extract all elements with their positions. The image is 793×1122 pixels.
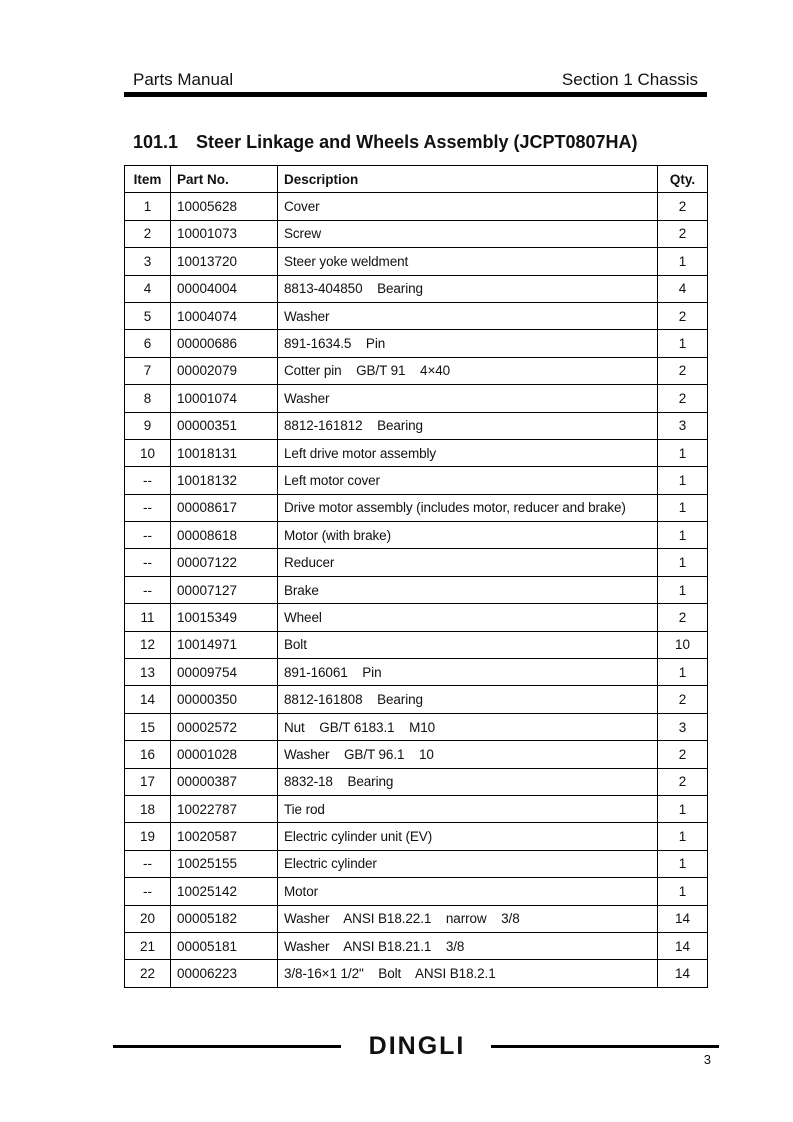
cell-part-no: 10004074 (171, 302, 278, 329)
cell-qty: 14 (658, 960, 708, 987)
cell-part-no: 10022787 (171, 795, 278, 822)
cell-description: Tie rod (278, 795, 658, 822)
cell-qty: 2 (658, 357, 708, 384)
table-row (125, 686, 708, 713)
cell-qty: 2 (658, 385, 708, 412)
cell-qty: 3 (658, 713, 708, 740)
cell-part-no: 10018132 (171, 467, 278, 494)
cell-part-no: 00004004 (171, 275, 278, 302)
cell-description: Motor (278, 878, 658, 905)
cell-item: 20 (125, 905, 171, 932)
cell-part-no: 00008618 (171, 522, 278, 549)
cell-description: Wheel (278, 604, 658, 631)
table-row (125, 795, 708, 822)
table-row (125, 439, 708, 466)
cell-item: -- (125, 467, 171, 494)
cell-item: 8 (125, 385, 171, 412)
running-header-title: Parts Manual (133, 70, 234, 89)
cell-qty: 2 (658, 302, 708, 329)
table-row (125, 385, 708, 412)
cell-description: Electric cylinder (278, 850, 658, 877)
table-row (125, 823, 708, 850)
cell-item: -- (125, 850, 171, 877)
cell-part-no: 00002079 (171, 357, 278, 384)
table-row (125, 905, 708, 932)
cell-part-no: 10018131 (171, 439, 278, 466)
table-row (125, 960, 708, 987)
cell-qty: 2 (658, 193, 708, 220)
cell-item: 11 (125, 604, 171, 631)
parts-table-body (125, 193, 708, 987)
cell-item: 22 (125, 960, 171, 987)
cell-item: 18 (125, 795, 171, 822)
cell-part-no: 10025142 (171, 878, 278, 905)
cell-qty: 2 (658, 768, 708, 795)
column-header-part-no: Part No. (171, 166, 278, 193)
cell-description: Reducer (278, 549, 658, 576)
cell-item: 15 (125, 713, 171, 740)
cell-description: Washer (278, 302, 658, 329)
cell-part-no: 10013720 (171, 248, 278, 275)
footer-divider-right (491, 1045, 719, 1048)
table-row (125, 768, 708, 795)
cell-part-no: 00001028 (171, 741, 278, 768)
cell-part-no: 00005181 (171, 932, 278, 959)
cell-item: 5 (125, 302, 171, 329)
cell-description: Washer GB/T 96.1 10 (278, 741, 658, 768)
cell-qty: 10 (658, 631, 708, 658)
cell-part-no: 00000686 (171, 330, 278, 357)
table-row (125, 220, 708, 247)
cell-qty: 1 (658, 823, 708, 850)
table-row (125, 467, 708, 494)
section-title: Steer Linkage and Wheels Assembly (JCPT0807HA) (196, 132, 638, 152)
cell-part-no: 00005182 (171, 905, 278, 932)
cell-item: -- (125, 878, 171, 905)
cell-item: 16 (125, 741, 171, 768)
cell-description: Steer yoke weldment (278, 248, 658, 275)
table-row (125, 659, 708, 686)
cell-description: Brake (278, 576, 658, 603)
cell-qty: 2 (658, 686, 708, 713)
cell-qty: 1 (658, 248, 708, 275)
table-row (125, 549, 708, 576)
cell-part-no: 00007127 (171, 576, 278, 603)
cell-description: 8813-404850 Bearing (278, 275, 658, 302)
cell-description: 8812-161808 Bearing (278, 686, 658, 713)
cell-qty: 14 (658, 905, 708, 932)
cell-qty: 3 (658, 412, 708, 439)
cell-item: 14 (125, 686, 171, 713)
cell-qty: 1 (658, 522, 708, 549)
table-row (125, 248, 708, 275)
cell-qty: 1 (658, 494, 708, 521)
running-header-section: Section 1 Chassis (561, 70, 698, 89)
cell-item: 3 (125, 248, 171, 275)
cell-item: 6 (125, 330, 171, 357)
cell-part-no: 00009754 (171, 659, 278, 686)
table-row (125, 357, 708, 384)
cell-item: -- (125, 549, 171, 576)
cell-part-no: 00008617 (171, 494, 278, 521)
table-row (125, 741, 708, 768)
column-header-qty: Qty. (658, 166, 708, 193)
section-heading (133, 130, 638, 154)
footer-divider-left (113, 1045, 341, 1048)
cell-item: -- (125, 576, 171, 603)
column-header-item: Item (125, 166, 171, 193)
cell-item: 13 (125, 659, 171, 686)
table-row (125, 302, 708, 329)
cell-description: Screw (278, 220, 658, 247)
cell-part-no: 00007122 (171, 549, 278, 576)
page-number: 3 (703, 1052, 711, 1067)
cell-description: Cover (278, 193, 658, 220)
cell-qty: 2 (658, 741, 708, 768)
cell-item: 12 (125, 631, 171, 658)
cell-description: Washer ANSI B18.22.1 narrow 3/8 (278, 905, 658, 932)
table-row (125, 631, 708, 658)
cell-part-no: 10001074 (171, 385, 278, 412)
table-row (125, 932, 708, 959)
cell-part-no: 10020587 (171, 823, 278, 850)
cell-description: 8832-18 Bearing (278, 768, 658, 795)
table-row (125, 494, 708, 521)
cell-qty: 1 (658, 576, 708, 603)
cell-description: Motor (with brake) (278, 522, 658, 549)
cell-part-no: 10005628 (171, 193, 278, 220)
cell-item: 9 (125, 412, 171, 439)
cell-item: 7 (125, 357, 171, 384)
cell-description: Left motor cover (278, 467, 658, 494)
cell-qty: 1 (658, 467, 708, 494)
parts-table (124, 165, 708, 988)
cell-qty: 1 (658, 439, 708, 466)
table-row (125, 522, 708, 549)
cell-part-no: 00000351 (171, 412, 278, 439)
cell-part-no: 00006223 (171, 960, 278, 987)
cell-qty: 1 (658, 878, 708, 905)
cell-item: -- (125, 494, 171, 521)
cell-description: Cotter pin GB/T 91 4×40 (278, 357, 658, 384)
table-row (125, 412, 708, 439)
cell-description: Drive motor assembly (includes motor, reducer and brake) (278, 494, 658, 521)
table-row (125, 576, 708, 603)
cell-qty: 2 (658, 220, 708, 247)
table-row (125, 878, 708, 905)
cell-description: Nut GB/T 6183.1 M10 (278, 713, 658, 740)
cell-description: 891-16061 Pin (278, 659, 658, 686)
cell-part-no: 10025155 (171, 850, 278, 877)
cell-item: 10 (125, 439, 171, 466)
cell-part-no: 00000350 (171, 686, 278, 713)
cell-qty: 1 (658, 850, 708, 877)
cell-item: -- (125, 522, 171, 549)
table-row (125, 713, 708, 740)
cell-part-no: 10001073 (171, 220, 278, 247)
cell-description: 8812-161812 Bearing (278, 412, 658, 439)
cell-part-no: 10014971 (171, 631, 278, 658)
cell-description: Left drive motor assembly (278, 439, 658, 466)
cell-item: 19 (125, 823, 171, 850)
header-divider (124, 92, 707, 97)
cell-qty: 1 (658, 330, 708, 357)
section-number: 101.1 (133, 132, 179, 152)
cell-qty: 1 (658, 659, 708, 686)
cell-description: 3/8-16×1 1/2" Bolt ANSI B18.2.1 (278, 960, 658, 987)
cell-item: 2 (125, 220, 171, 247)
cell-part-no: 10015349 (171, 604, 278, 631)
table-row (125, 604, 708, 631)
cell-qty: 14 (658, 932, 708, 959)
cell-description: Bolt (278, 631, 658, 658)
cell-description: Washer (278, 385, 658, 412)
cell-part-no: 00000387 (171, 768, 278, 795)
cell-item: 21 (125, 932, 171, 959)
cell-part-no: 00002572 (171, 713, 278, 740)
cell-description: Washer ANSI B18.21.1 3/8 (278, 932, 658, 959)
cell-qty: 4 (658, 275, 708, 302)
table-row (125, 850, 708, 877)
cell-qty: 2 (658, 604, 708, 631)
cell-item: 4 (125, 275, 171, 302)
cell-item: 17 (125, 768, 171, 795)
table-row (125, 275, 708, 302)
cell-item: 1 (125, 193, 171, 220)
cell-qty: 1 (658, 795, 708, 822)
column-header-description: Description (278, 166, 658, 193)
dingli-logo: DINGLI (368, 1032, 466, 1060)
cell-description: 891-1634.5 Pin (278, 330, 658, 357)
table-row (125, 330, 708, 357)
cell-description: Electric cylinder unit (EV) (278, 823, 658, 850)
table-row (125, 193, 708, 220)
table-header-row (125, 166, 708, 193)
cell-qty: 1 (658, 549, 708, 576)
